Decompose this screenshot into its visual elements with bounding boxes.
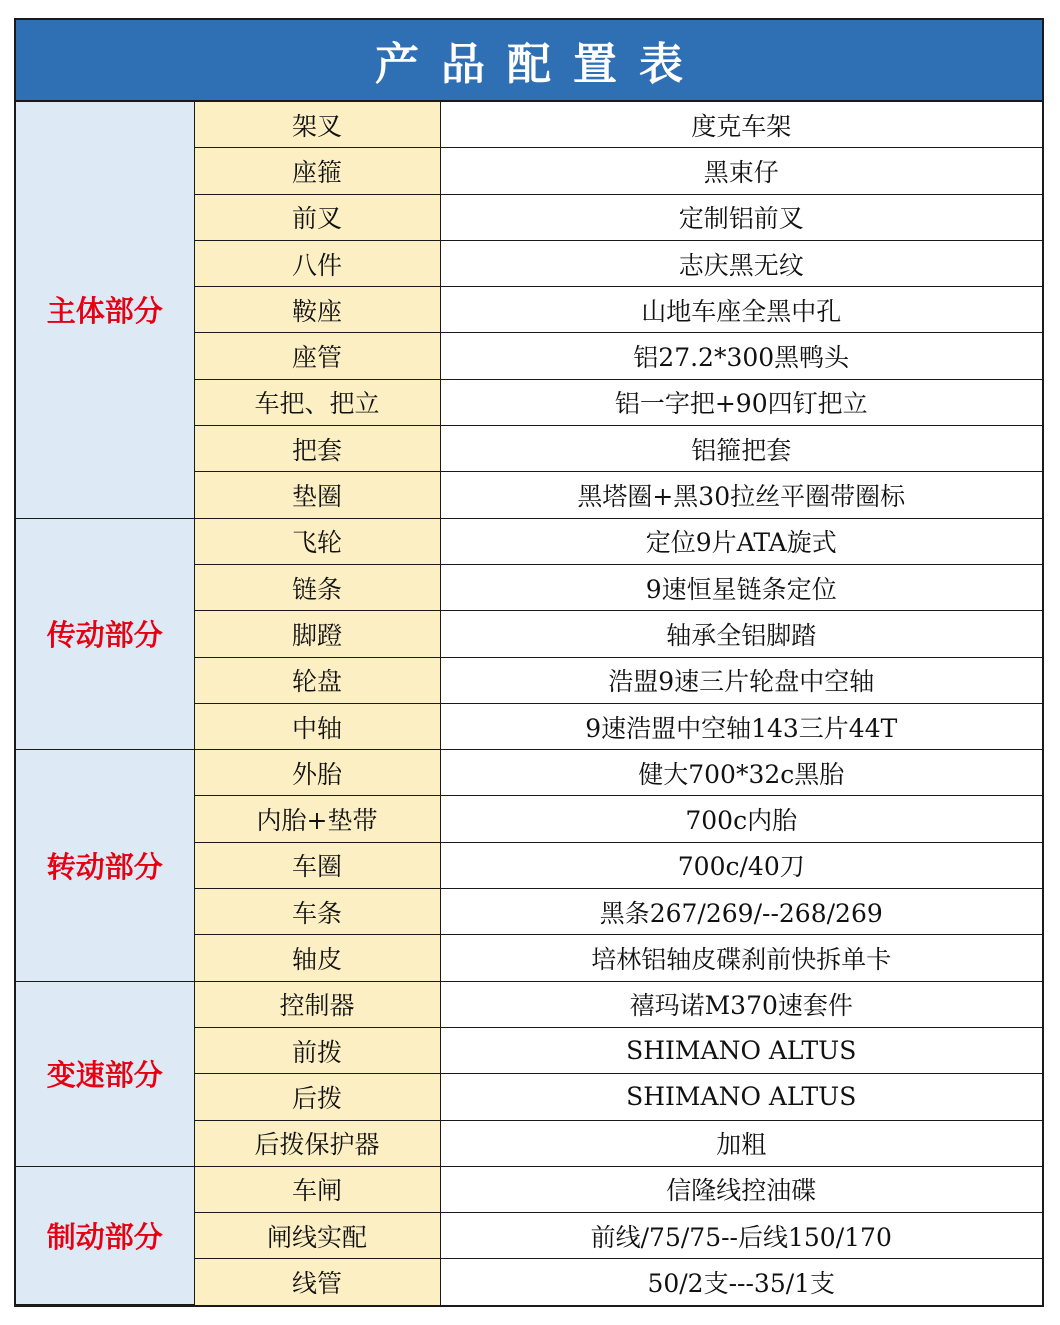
component-spec-cell: 黑束仔 — [440, 148, 1042, 194]
table-row — [16, 1166, 1042, 1212]
component-name-cell: 后拨 — [194, 1074, 440, 1120]
component-name-cell: 控制器 — [194, 981, 440, 1027]
component-spec-cell: 浩盟9速三片轮盘中空轴 — [440, 657, 1042, 703]
component-spec-cell: 700c/40刀 — [440, 842, 1042, 888]
component-spec-cell: 培林铝轴皮碟刹前快拆单卡 — [440, 935, 1042, 981]
title-bar — [16, 20, 1042, 102]
component-name-cell: 把套 — [194, 426, 440, 472]
component-spec-cell: 前线/75/75--后线150/170 — [440, 1213, 1042, 1259]
component-name-cell: 车圈 — [194, 842, 440, 888]
component-spec-cell: 700c内胎 — [440, 796, 1042, 842]
component-name-cell: 八件 — [194, 240, 440, 286]
section-label: 变速部分 — [16, 981, 194, 1166]
table-row — [16, 102, 1042, 148]
component-spec-cell: 50/2支---35/1支 — [440, 1259, 1042, 1305]
component-name-cell: 内胎+垫带 — [194, 796, 440, 842]
component-spec-cell: 9速恒星链条定位 — [440, 564, 1042, 610]
config-sheet — [14, 18, 1044, 1307]
component-spec-cell: 铝箍把套 — [440, 426, 1042, 472]
component-spec-cell: 健大700*32c黑胎 — [440, 750, 1042, 796]
component-name-cell: 前叉 — [194, 194, 440, 240]
section-label: 主体部分 — [16, 102, 194, 518]
table-row — [16, 518, 1042, 564]
component-spec-cell: 定制铝前叉 — [440, 194, 1042, 240]
component-name-cell: 架叉 — [194, 102, 440, 148]
component-name-cell: 后拨保护器 — [194, 1120, 440, 1166]
component-spec-cell: 定位9片ATA旋式 — [440, 518, 1042, 564]
component-spec-cell: 信隆线控油碟 — [440, 1166, 1042, 1212]
config-table-body — [16, 102, 1042, 1305]
component-spec-cell: 9速浩盟中空轴143三片44T — [440, 703, 1042, 749]
section-label: 制动部分 — [16, 1166, 194, 1304]
component-spec-cell: 铝一字把+90四钉把立 — [440, 379, 1042, 425]
component-name-cell: 车把、把立 — [194, 379, 440, 425]
component-spec-cell: 志庆黑无纹 — [440, 240, 1042, 286]
component-name-cell: 轮盘 — [194, 657, 440, 703]
component-spec-cell: 山地车座全黑中孔 — [440, 287, 1042, 333]
table-row — [16, 981, 1042, 1027]
component-name-cell: 外胎 — [194, 750, 440, 796]
component-name-cell: 脚蹬 — [194, 611, 440, 657]
component-name-cell: 座箍 — [194, 148, 440, 194]
component-spec-cell: 加粗 — [440, 1120, 1042, 1166]
component-spec-cell: 度克车架 — [440, 102, 1042, 148]
component-name-cell: 线管 — [194, 1259, 440, 1305]
component-spec-cell: 黑塔圈+黑30拉丝平圈带圈标 — [440, 472, 1042, 518]
component-name-cell: 座管 — [194, 333, 440, 379]
component-name-cell: 垫圈 — [194, 472, 440, 518]
component-spec-cell: 轴承全铝脚踏 — [440, 611, 1042, 657]
component-spec-cell: 黑条267/269/--268/269 — [440, 889, 1042, 935]
component-spec-cell: SHIMANO ALTUS — [440, 1027, 1042, 1073]
component-spec-cell: 铝27.2*300黑鸭头 — [440, 333, 1042, 379]
section-label: 传动部分 — [16, 518, 194, 749]
component-name-cell: 中轴 — [194, 703, 440, 749]
page-title: 产品配置表 — [375, 39, 705, 90]
component-name-cell: 鞍座 — [194, 287, 440, 333]
component-name-cell: 飞轮 — [194, 518, 440, 564]
component-spec-cell: 禧玛诺M370速套件 — [440, 981, 1042, 1027]
component-name-cell: 前拨 — [194, 1027, 440, 1073]
component-name-cell: 轴皮 — [194, 935, 440, 981]
component-spec-cell: SHIMANO ALTUS — [440, 1074, 1042, 1120]
component-name-cell: 车条 — [194, 889, 440, 935]
component-name-cell: 闸线实配 — [194, 1213, 440, 1259]
config-table — [16, 102, 1042, 1305]
section-label: 转动部分 — [16, 750, 194, 981]
component-name-cell: 车闸 — [194, 1166, 440, 1212]
component-name-cell: 链条 — [194, 564, 440, 610]
table-row — [16, 750, 1042, 796]
